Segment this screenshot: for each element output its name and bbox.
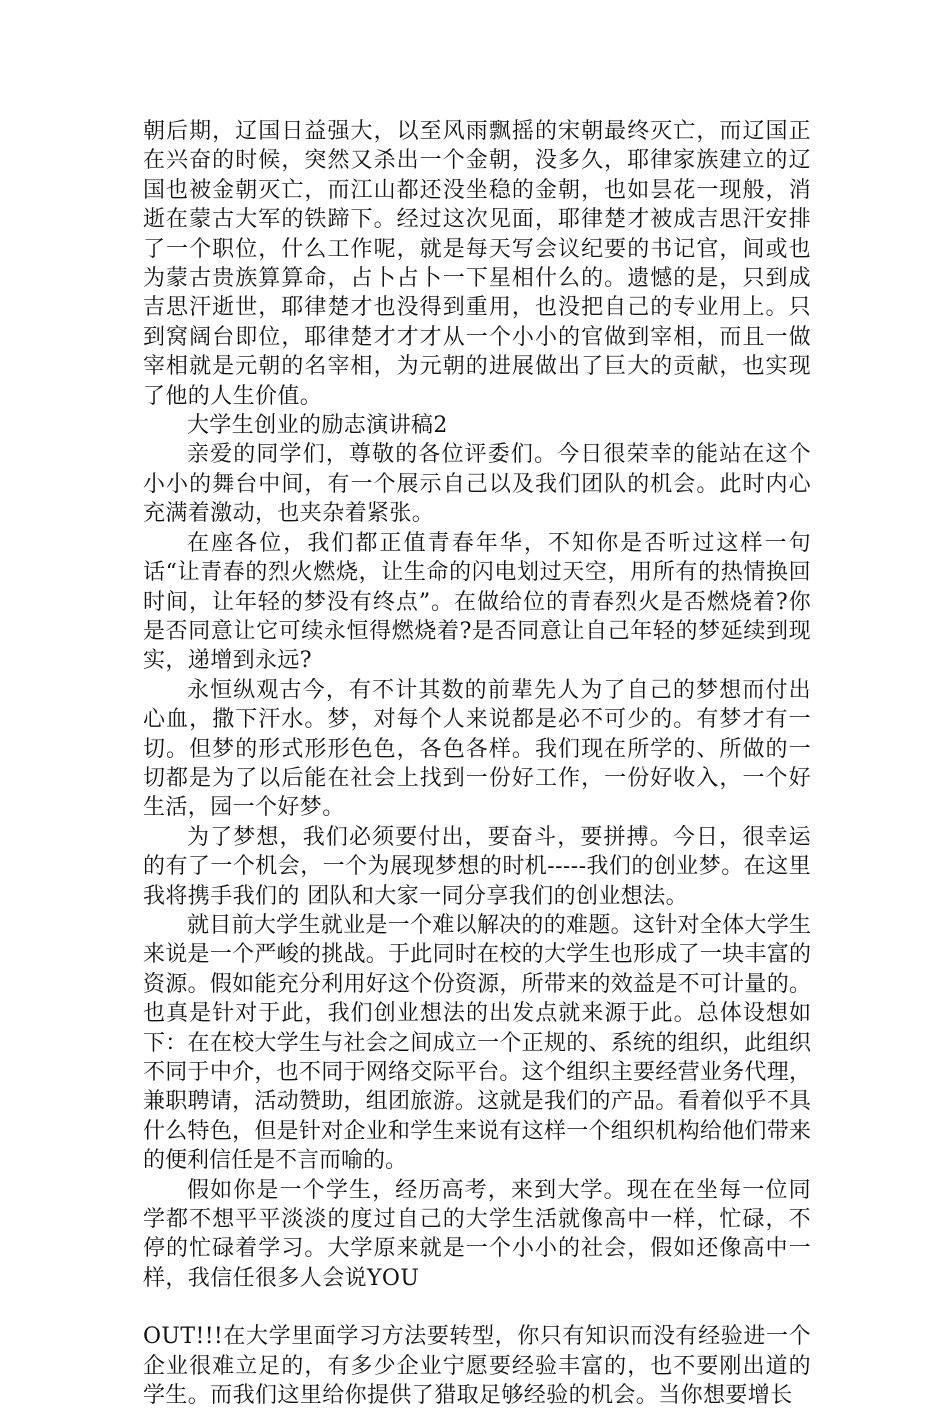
paragraph: 永恒纵观古今，有不计其数的前辈先人为了自己的梦想而付出心血，撒下汗水。梦，对每个人来说都是必不可少的。有梦才有一切。但梦的形式形形色色，各色各样。我们现在所学的、所做的一切都是为了以后能在社会上找到一份好工作，一份好收入，一个好生活，园一个好梦。 bbox=[143, 677, 811, 821]
paragraph: OUT!!!在大学里面学习方法要转型，你只有知识而没有经验进一个企业很难立足的，有多少企业宁愿要经验丰富的，也不要刚出道的学生。而我们这里给你提供了猎取足够经验的机会。当你想要增长 bbox=[143, 1324, 811, 1409]
paragraph-gap bbox=[143, 1293, 811, 1322]
paragraph: 朝后期，辽国日益强大，以至风雨飘摇的宋朝最终灭亡，而辽国正在兴奋的时候，突然又杀出一个金朝，没多久，耶律家族建立的辽国也被金朝灭亡，而江山都还没坐稳的金朝，也如昙花一现般，消逝在蒙古大军的铁蹄下。经过这次见面，耶律楚才被成吉思汗安排了一个职位，什么工作呢，就是每天写会议纪要的书记官，间或也为蒙古贵族算算命，占卜占卜一下星相什么的。遗憾的是，只到成吉思汗逝世，耶律楚才也没得到重用，也没把自己的专业用上。只到窝阔台即位，耶律楚才才才从一个小小的官做到宰相，而且一做宰相就是元朝的名宰相，为元朝的进展做出了巨大的贡献，也实现了他的人生价值。 bbox=[143, 119, 811, 409]
paragraph: 亲爱的同学们，尊敬的各位评委们。今日很荣幸的能站在这个小小的舞台中间，有一个展示自己以及我们团队的机会。此时内心充满着激动，也夹杂着紧张。 bbox=[143, 442, 811, 527]
paragraph: 在座各位，我们都正值青春年华，不知你是否听过这样一句话“让青春的烈火燃烧，让生命的闪电划过天空，用所有的热情换回时间，让年轻的梦没有终点”。在做给位的青春烈火是否燃烧着?你是否同意让它可续永恒得燃烧着?是否同意让自己年轻的梦延续到现实，递增到永远? bbox=[143, 530, 811, 674]
document-body bbox=[143, 117, 811, 1410]
paragraph: 假如你是一个学生，经历高考，来到大学。现在在坐每一位同学都不想平平淡淡的度过自己的大学生活就像高中一样，忙碌，不停的忙碌着学习。大学原来就是一个小小的社会，假如还像高中一样，我信任很多人会说YOU bbox=[143, 1177, 811, 1291]
section-title: 大学生创业的励志演讲稿2 bbox=[187, 413, 448, 439]
paragraph: 就目前大学生就业是一个难以解决的的难题。这针对全体大学生来说是一个严峻的挑战。于此同时在校的大学生也形成了一块丰富的资源。假如能充分利用好这个份资源，所带来的效益是不可计量的。也真是针对于此，我们创业想法的出发点就来源于此。总体设想如下：在在校大学生与社会之间成立一个正规的、系统的组织，此组织不同于中介，也不同于网络交际平台。这个组织主要经营业务代理，兼职聘请，活动赞助，组团旅游。这就是我们的产品。看着似乎不具什么特色，但是针对企业和学生来说有这样一个组织机构给他们带来的便利信任是不言而喻的。 bbox=[143, 912, 811, 1174]
paragraph: 为了梦想，我们必须要付出，要奋斗，要拼搏。今日，很幸运的有了一个机会，一个为展现梦想的时机-----我们的创业梦。在这里我将携手我们的 团队和大家一同分享我们的创业想法。 bbox=[143, 824, 811, 909]
